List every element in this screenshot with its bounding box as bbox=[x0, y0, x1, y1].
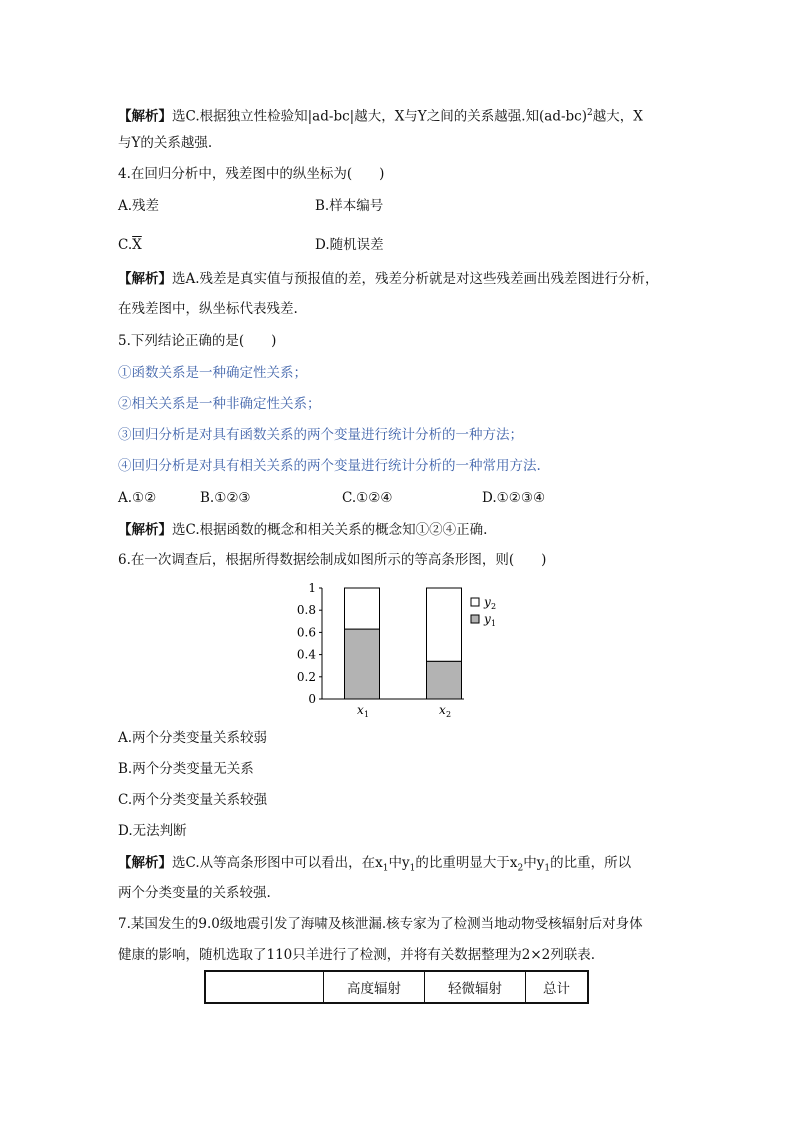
table-header-cell: 轻微辐射 bbox=[425, 971, 526, 1003]
q6-option-b: B.两个分类变量无关系 bbox=[118, 761, 254, 777]
x-tick-label-x1: x bbox=[357, 703, 364, 717]
q6-analysis-text-b: 中y bbox=[388, 855, 410, 871]
x-tick-label-sub-x1: 1 bbox=[364, 710, 370, 719]
q5-option-a: A.①② bbox=[118, 490, 157, 506]
contingency-table bbox=[204, 970, 589, 1004]
table-header-cell bbox=[205, 971, 324, 1003]
table-header-cell: 高度辐射 bbox=[324, 971, 425, 1003]
q6-option-d: D.无法判断 bbox=[118, 823, 187, 839]
q4-analysis-line1 bbox=[118, 270, 659, 288]
q4-analysis-text: 选A.残差是真实值与预报值的差，残差分析就是对这些残差画出残差图进行分析， bbox=[172, 271, 659, 287]
analysis-tag: 【解析】 bbox=[118, 855, 172, 871]
q5-statement-3: ③回归分析是对具有函数关系的两个变量进行统计分析的一种方法； bbox=[118, 427, 523, 443]
bar-y2-x1 bbox=[345, 588, 380, 629]
q6-analysis-text-d: 中y bbox=[523, 855, 545, 871]
q6-analysis-sub4: 1 bbox=[544, 863, 551, 874]
q4-option-c bbox=[118, 236, 142, 254]
q7-stem-line1: 7.某国发生的9.0级地震引发了海啸及核泄漏.核专家为了检测当地动物受核辐射后对身体 bbox=[118, 916, 643, 932]
q5-option-c: C.①②④ bbox=[342, 490, 393, 506]
q5-statement-2: ②相关关系是一种非确定性关系； bbox=[118, 396, 321, 412]
analysis-tag: 【解析】 bbox=[118, 271, 172, 287]
q6-analysis-text-c: 的比重明显大于x bbox=[415, 855, 518, 871]
x-tick-label-x2: x bbox=[439, 703, 446, 717]
q6-analysis-sub1: 1 bbox=[382, 863, 389, 874]
y-tick-label: 0.8 bbox=[296, 603, 316, 618]
q4-analysis-line2: 在残差图中，纵坐标代表残差. bbox=[118, 301, 298, 317]
q4-option-a: A.残差 bbox=[118, 198, 160, 214]
legend-label-sub-y2: 2 bbox=[491, 602, 497, 611]
y-tick-label: 0 bbox=[308, 692, 316, 706]
q5-statement-1: ①函数关系是一种确定性关系； bbox=[118, 365, 307, 381]
q6-analysis-text-e: 的比重，所以 bbox=[550, 855, 632, 871]
q6-analysis-line2: 两个分类变量的关系较强. bbox=[118, 885, 271, 901]
q3-analysis-text-b: 越大，X bbox=[592, 108, 643, 125]
q3-analysis-line2: 与Y的关系越强. bbox=[118, 135, 213, 151]
q6-analysis-line1 bbox=[118, 854, 631, 878]
bar-y1-x2 bbox=[427, 661, 462, 699]
legend-label-y1: y bbox=[484, 612, 491, 626]
q4-option-b: B.样本编号 bbox=[315, 198, 384, 214]
q6-analysis-text-a: 选C.从等高条形图中可以看出，在x bbox=[172, 855, 383, 871]
q5-option-b: B.①②③ bbox=[200, 490, 251, 506]
q4-option-c-xbar: $\overline{X}$ bbox=[132, 237, 142, 253]
q6-analysis-sub3: 2 bbox=[517, 863, 524, 874]
q4-option-d: D.随机误差 bbox=[315, 237, 384, 253]
q6-analysis-sub2: 1 bbox=[409, 863, 416, 874]
q5-stem: 5.下列结论正确的是( ) bbox=[118, 333, 277, 349]
q5-analysis-text: 选C.根据函数的概念和相关关系的概念知①②④正确. bbox=[172, 522, 488, 538]
legend-swatch-y2 bbox=[471, 598, 479, 606]
bar-y2-x2 bbox=[427, 588, 462, 661]
x-tick-label-sub-x2: 2 bbox=[446, 710, 452, 719]
y-tick-label: 0.4 bbox=[296, 647, 316, 662]
q3-analysis-text-a: 选C.根据独立性检验知|ad-bc|越大，X与Y之间的关系越强.知(ad-bc) bbox=[172, 108, 587, 125]
bar-y1-x1 bbox=[345, 629, 380, 699]
stacked-bar-chart bbox=[0, 578, 794, 728]
table-header-cell: 总计 bbox=[526, 971, 589, 1003]
table-row bbox=[205, 971, 588, 1003]
y-tick-label: 0.2 bbox=[296, 669, 316, 684]
legend-swatch-y1 bbox=[471, 615, 479, 623]
q5-statement-4: ④回归分析是对具有相关关系的两个变量进行统计分析的一种常用方法. bbox=[118, 458, 541, 474]
analysis-tag: 【解析】 bbox=[118, 522, 172, 538]
q5-analysis bbox=[118, 521, 487, 539]
q3-analysis-sup: 2 bbox=[587, 108, 593, 118]
legend-label-y2: y bbox=[484, 595, 491, 609]
legend-label-sub-y1: 1 bbox=[491, 619, 497, 628]
y-tick-label: 0.6 bbox=[296, 625, 316, 640]
q4-stem: 4.在回归分析中，残差图中的纵坐标为( ) bbox=[118, 166, 385, 182]
q5-option-d: D.①②③④ bbox=[482, 490, 546, 506]
q6-option-a: A.两个分类变量关系较弱 bbox=[118, 730, 268, 746]
q3-analysis-line1 bbox=[118, 104, 643, 126]
analysis-tag: 【解析】 bbox=[118, 108, 172, 125]
q7-stem-line2: 健康的影响，随机选取了110只羊进行了检测，并将有关数据整理为2×2列联表. bbox=[118, 947, 596, 963]
q6-stem: 6.在一次调查后，根据所得数据绘制成如图所示的等高条形图，则( ) bbox=[118, 552, 547, 568]
y-tick-label: 1 bbox=[308, 581, 316, 595]
q6-option-c: C.两个分类变量关系较强 bbox=[118, 792, 268, 808]
q4-option-c-prefix: C. bbox=[118, 237, 133, 253]
